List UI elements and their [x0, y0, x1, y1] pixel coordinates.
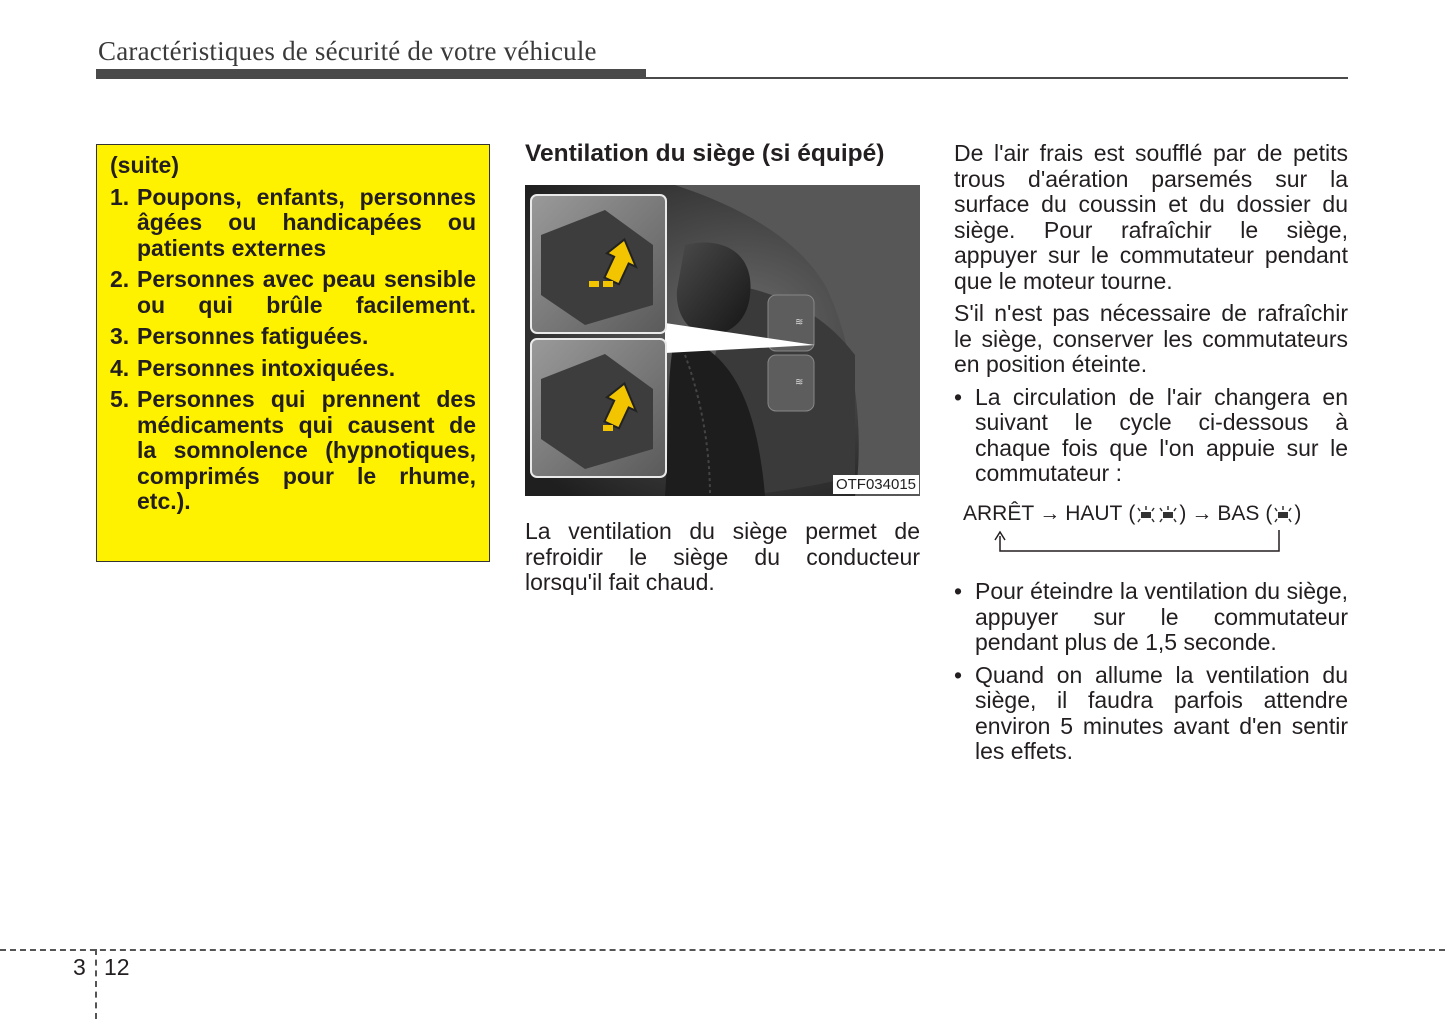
warning-item [110, 387, 476, 515]
warning-item [110, 267, 476, 318]
svg-text:≋: ≋ [795, 377, 804, 388]
bullet-marker: • [954, 578, 963, 604]
intro-text: La ventilation du siège permet de refroidir le siège du conducteur lorsqu'il fait chaud. [525, 518, 920, 595]
warning-item [110, 356, 476, 382]
footer-rule [0, 949, 1445, 951]
warning-item-number: 1. [110, 183, 130, 210]
paragraph-2: S'il n'est pas nécessaire de rafraîchir le siège, conserver les commutateurs en position éteinte. [954, 300, 1348, 377]
bullet-text: La circulation de l'air changera en suivant le cycle ci-dessous à chaque fois que l'on appuie sur le commutateur : [975, 383, 1348, 486]
chapter-number: 3 [73, 954, 86, 980]
section-heading: Ventilation du siège (si équipé) [525, 140, 885, 167]
bullet-text: Pour éteindre la ventilation du siège, appuyer sur le commutateur pendant plus de 1,5 seconde. [975, 578, 1348, 655]
list-item [954, 579, 1348, 656]
cycle-high: HAUT [1065, 502, 1123, 525]
list-item [954, 663, 1348, 765]
right-column [954, 141, 1348, 494]
footer-divider [95, 949, 97, 1019]
header-bar [96, 69, 646, 77]
warning-item-text: Personnes qui prennent des médicaments qui causent de la somnolence (hypnotiques, comprimés pour le rhume, etc.). [137, 386, 476, 514]
warning-item-text: Personnes intoxiquées. [137, 354, 396, 381]
bullet-marker: • [954, 383, 963, 410]
list-item [954, 385, 1348, 487]
console-photo [525, 185, 920, 496]
warning-box [96, 144, 490, 562]
bullet-list-2 [954, 579, 1348, 772]
warning-item [110, 324, 476, 350]
bullet-list [954, 385, 1348, 487]
paragraph-1: De l'air frais est soufflé par de petits trous d'aération parsemés sur la surface du coussin et du dossier du siège. Pour rafraîchir le siège, appuyer sur le commutateur pendant que le moteur tourne. [954, 140, 1348, 294]
cycle-paren-open: ( [1128, 502, 1136, 525]
page-number: 12 [104, 954, 130, 980]
cycle-paren-open: ( [1265, 502, 1273, 525]
warning-suite: (suite) [110, 152, 179, 178]
svg-text:≋: ≋ [795, 317, 804, 328]
header-rule [96, 77, 1348, 79]
cycle-paren-close: ) [1179, 502, 1187, 525]
warning-item-text: Personnes fatiguées. [137, 323, 369, 349]
warning-item-text: Poupons, enfants, personnes âgées ou handicapées ou patients externes [137, 183, 476, 261]
console-illustration [525, 185, 920, 496]
cycle-paren-close: ) [1294, 502, 1302, 525]
warning-item-number: 3. [110, 323, 130, 349]
cycle-arrow: → [1039, 502, 1061, 525]
header-title: Caractéristiques de sécurité de votre véhicule [98, 36, 597, 66]
cycle-off: ARRÊT [963, 502, 1035, 525]
image-code: OTF034015 [833, 475, 919, 494]
warning-item-text: Personnes avec peau sensible ou qui brûle facilement. [137, 266, 476, 318]
warning-list [110, 185, 476, 515]
ventilation-cycle-diagram [963, 502, 1343, 562]
cycle-arrow: → [1191, 502, 1213, 525]
warning-item-number: 2. [110, 266, 130, 292]
bullet-text: Quand on allume la ventilation du siège, il faudra parfois attendre environ 5 minutes avant d'en sentir les effets. [975, 661, 1348, 764]
warning-item-number: 4. [110, 354, 130, 381]
cycle-low: BAS [1217, 502, 1260, 525]
warning-item-number: 5. [110, 386, 130, 412]
warning-item [110, 185, 476, 262]
loop-arrow-icon [963, 502, 1343, 562]
bullet-marker: • [954, 661, 963, 688]
